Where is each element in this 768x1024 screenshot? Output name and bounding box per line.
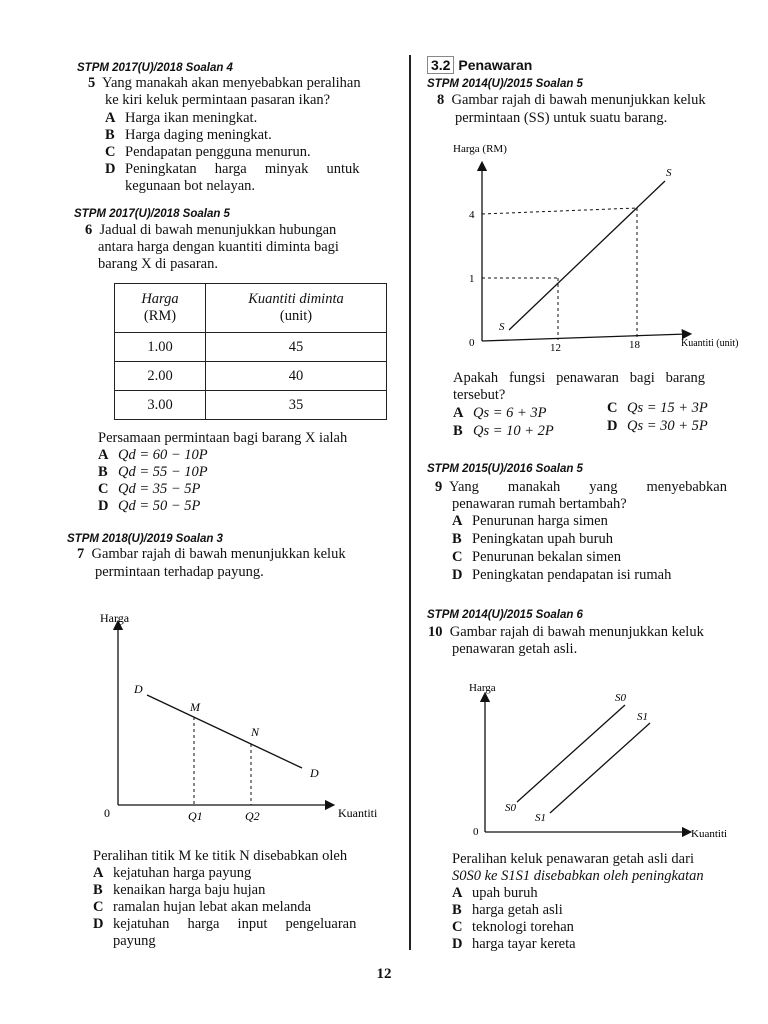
- q8-option-b: [453, 423, 554, 440]
- q8-ytick-1: 1: [469, 273, 475, 285]
- q8-option-a-letter: A: [453, 405, 464, 421]
- q8-option-d: [607, 418, 708, 435]
- q6-cell: 2.00: [115, 362, 206, 391]
- q10-stem-text1: Gambar rajah di bawah menunjukkan keluk: [449, 624, 704, 640]
- q6-option-c: [98, 481, 200, 498]
- q9-option-a-text: Penurunan harga simen: [472, 513, 608, 529]
- q7-stem-text1: Gambar rajah di bawah menunjukkan keluk: [91, 546, 346, 562]
- q8-source: STPM 2014(U)/2015 Soalan 5: [427, 78, 583, 90]
- q6-option-b: [98, 464, 208, 481]
- q7-q2-label: Q2: [245, 809, 260, 823]
- q9-stem-line2: penawaran rumah bertambah?: [452, 496, 627, 512]
- q8-stem-text1: Gambar rajah di bawah menunjukkan keluk: [451, 92, 706, 108]
- q7-curve-end-label: D: [310, 766, 319, 780]
- q7-option-a: [93, 865, 251, 882]
- q6-option-c-text: Qd = 35 − 5P: [118, 481, 201, 497]
- q6-stem-text1: Jadual di bawah menunjukkan hubungan: [99, 222, 337, 238]
- q8-curve-end-label: S: [666, 167, 672, 179]
- q5-source: STPM 2017(U)/2018 Soalan 4: [77, 62, 233, 74]
- q8-stem-line1: [437, 92, 706, 109]
- q9-option-c: [452, 549, 621, 566]
- q9-source: STPM 2015(U)/2016 Soalan 5: [427, 463, 583, 475]
- q7-option-b-letter: B: [93, 882, 103, 898]
- q10-option-d: [452, 936, 576, 953]
- q7-demand-curve: [147, 695, 302, 768]
- q7-number: 7: [77, 546, 85, 562]
- q6-option-a-letter: A: [98, 447, 109, 463]
- q9-option-d-text: Peningkatan pendapatan isi rumah: [472, 567, 672, 583]
- q6-number: 6: [85, 222, 93, 238]
- q5-option-a: [105, 110, 257, 127]
- q9-stem-text1: Yang manakah yang menyebabkan: [448, 479, 727, 495]
- q5-option-d-letter: D: [105, 161, 116, 177]
- q8-option-d-letter: D: [607, 418, 618, 434]
- q10-stem-line1: [428, 624, 704, 641]
- q8-option-b-letter: B: [453, 423, 463, 439]
- q5-number: 5: [88, 75, 96, 91]
- q8-ylabel: Harga (RM): [453, 143, 507, 155]
- q8-after-line2: tersebut?: [453, 387, 506, 403]
- q9-option-c-text: Penurunan bekalan simen: [472, 549, 621, 565]
- q7-ylabel: Harga: [100, 611, 130, 625]
- q5-option-b-letter: B: [105, 127, 115, 143]
- q10-option-b-text: harga getah asli: [472, 902, 563, 918]
- q6-stem-line3: barang X di pasaran.: [98, 256, 218, 272]
- section-heading: [427, 57, 532, 73]
- q7-xlabel: Kuantiti: [338, 806, 378, 820]
- q8-option-c-letter: C: [607, 400, 618, 416]
- q6-option-d-letter: D: [98, 498, 109, 514]
- q5-option-d: [105, 161, 360, 178]
- q5-option-b-text: Harga daging meningkat.: [125, 127, 272, 143]
- q6-option-b-text: Qd = 55 − 10P: [118, 464, 208, 480]
- q7-point-m: M: [190, 700, 200, 714]
- q6-cell: 45: [206, 333, 387, 362]
- q8-ytick-4: 4: [469, 209, 475, 221]
- q5-option-a-text: Harga ikan meningkat.: [125, 110, 258, 126]
- q8-xtick-18: 18: [629, 339, 640, 351]
- q7-stem-line2: permintaan terhadap payung.: [95, 564, 264, 580]
- q6-cell: 35: [206, 391, 387, 420]
- q6-table-header-price: [115, 284, 206, 333]
- q7-option-a-text: kejatuhan harga payung: [113, 865, 252, 881]
- q5-stem-line2: ke kiri keluk permintaan pasaran ikan?: [105, 92, 331, 108]
- q10-option-d-letter: D: [452, 936, 463, 952]
- q6-header-qty-label: Kuantiti diminta: [248, 291, 344, 307]
- q7-option-c: [93, 899, 311, 916]
- q10-option-c: [452, 919, 574, 936]
- q7-source: STPM 2018(U)/2019 Soalan 3: [67, 533, 223, 545]
- q8-option-c: [607, 400, 708, 417]
- q10-s1-start-label: S1: [535, 812, 546, 824]
- q6-after: Persamaan permintaan bagi barang X ialah: [98, 430, 348, 446]
- q7-option-c-letter: C: [93, 899, 104, 915]
- q6-option-d: [98, 498, 200, 515]
- q9-option-d-letter: D: [452, 567, 463, 583]
- q6-option-d-text: Qd = 50 − 5P: [118, 498, 201, 514]
- q8-after-line1: Apakah fungsi penawaran bagi barang: [453, 370, 706, 386]
- q5-stem-line1: [88, 75, 361, 92]
- q10-option-a-letter: A: [452, 885, 463, 901]
- q6-option-c-letter: C: [98, 481, 109, 497]
- q8-xtick-12: 12: [550, 342, 561, 354]
- q7-q1-label: Q1: [188, 809, 203, 823]
- q10-option-c-text: teknologi torehan: [472, 919, 574, 935]
- q9-option-a: [452, 513, 608, 530]
- q10-after-line1: Peralihan keluk penawaran getah asli dari: [452, 851, 694, 867]
- q6-option-a: [98, 447, 208, 464]
- q7-option-d-text: kejatuhan harga input pengeluaran: [113, 916, 357, 932]
- q10-xlabel: Kuantiti: [691, 828, 728, 840]
- q6-option-a-text: Qd = 60 − 10P: [118, 447, 208, 463]
- q9-option-b-text: Peningkatan upah buruh: [472, 531, 613, 547]
- q8-supply-curve: [509, 181, 665, 330]
- q7-option-d-cont: payung: [113, 933, 156, 949]
- q7-option-c-text: ramalan hujan lebat akan melanda: [113, 899, 312, 915]
- q10-s0-curve: [517, 705, 625, 802]
- q6-stem-line2: antara harga dengan kuantiti diminta bagi: [98, 239, 339, 255]
- q9-stem-line1: [435, 479, 727, 496]
- q5-stem-text1: Yang manakah akan menyebabkan peralihan: [101, 75, 361, 91]
- q6-table-header-qty: [206, 284, 387, 333]
- q5-option-a-letter: A: [105, 110, 116, 126]
- section-title: Penawaran: [458, 57, 533, 73]
- q8-supply-graph: [447, 138, 765, 358]
- q5-option-d-text: Peningkatan harga minyak untuk: [125, 161, 360, 177]
- q6-cell: 40: [206, 362, 387, 391]
- page-number: 12: [376, 966, 392, 982]
- q10-s0-start-label: S0: [505, 802, 516, 814]
- q5-option-c: [105, 144, 311, 161]
- q7-option-a-letter: A: [93, 865, 104, 881]
- q5-option-c-letter: C: [105, 144, 116, 160]
- q7-origin: 0: [104, 806, 110, 820]
- q8-option-a-text: Qs = 6 + 3P: [473, 405, 547, 421]
- q7-demand-graph: [90, 605, 420, 835]
- q10-after-line2: S0S0 ke S1S1 disebabkan oleh peningkatan: [452, 868, 704, 884]
- q10-option-b: [452, 902, 563, 919]
- q10-option-c-letter: C: [452, 919, 463, 935]
- q8-price-4-guide: [482, 208, 637, 214]
- q9-option-d: [452, 567, 671, 584]
- q6-source: STPM 2017(U)/2018 Soalan 5: [74, 208, 230, 220]
- q8-stem-line2: permintaan (SS) untuk suatu barang.: [455, 110, 668, 126]
- q9-option-c-letter: C: [452, 549, 463, 565]
- q8-origin: 0: [469, 337, 475, 349]
- q6-header-qty-unit: (unit): [279, 308, 313, 324]
- q10-s1-curve: [550, 723, 650, 813]
- q8-option-a: [453, 405, 547, 422]
- q10-origin: 0: [473, 826, 479, 838]
- q8-x-axis: [482, 334, 687, 341]
- q7-option-d: [93, 916, 356, 933]
- q10-supply-graph: [465, 675, 765, 845]
- q7-curve-start-label: D: [134, 682, 143, 696]
- q8-number: 8: [437, 92, 445, 108]
- q7-option-b-text: kenaikan harga baju hujan: [113, 882, 266, 898]
- section-number: 3.2: [427, 56, 454, 74]
- q6-header-price-label: Harga: [141, 291, 179, 307]
- q8-option-c-text: Qs = 15 + 3P: [627, 400, 708, 416]
- q9-number: 9: [435, 479, 443, 495]
- q10-s1-end-label: S1: [637, 711, 648, 723]
- q8-curve-start-label: S: [499, 321, 505, 333]
- q10-source: STPM 2014(U)/2015 Soalan 6: [427, 609, 583, 621]
- q9-option-b: [452, 531, 613, 548]
- q10-s0-end-label: S0: [615, 692, 626, 704]
- q10-option-d-text: harga tayar kereta: [472, 936, 576, 952]
- q10-option-a: [452, 885, 538, 902]
- q6-header-price-unit: (RM): [143, 308, 177, 324]
- q7-option-b: [93, 882, 265, 899]
- q8-xlabel: Kuantiti (unit): [681, 338, 739, 349]
- q9-option-a-letter: A: [452, 513, 463, 529]
- q10-ylabel: Harga: [469, 682, 496, 694]
- q6-cell: 3.00: [115, 391, 206, 420]
- q9-option-b-letter: B: [452, 531, 462, 547]
- q7-stem-line1: [77, 546, 346, 563]
- q5-option-c-text: Pendapatan pengguna menurun.: [125, 144, 311, 160]
- q6-table: [114, 283, 387, 420]
- q5-option-b: [105, 127, 272, 144]
- q6-cell: 1.00: [115, 333, 206, 362]
- q8-option-b-text: Qs = 10 + 2P: [473, 423, 554, 439]
- q7-option-d-letter: D: [93, 916, 104, 932]
- q6-option-b-letter: B: [98, 464, 108, 480]
- q10-stem-line2: penawaran getah asli.: [452, 641, 578, 657]
- q10-option-a-text: upah buruh: [472, 885, 538, 901]
- q10-option-b-letter: B: [452, 902, 462, 918]
- q6-stem-line1: [85, 222, 336, 239]
- q5-option-d-cont: kegunaan bot nelayan.: [125, 178, 256, 194]
- q8-option-d-text: Qs = 30 + 5P: [627, 418, 708, 434]
- q7-point-n: N: [251, 725, 260, 739]
- q7-after: Peralihan titik M ke titik N disebabkan oleh: [93, 848, 348, 864]
- q10-number: 10: [428, 624, 443, 640]
